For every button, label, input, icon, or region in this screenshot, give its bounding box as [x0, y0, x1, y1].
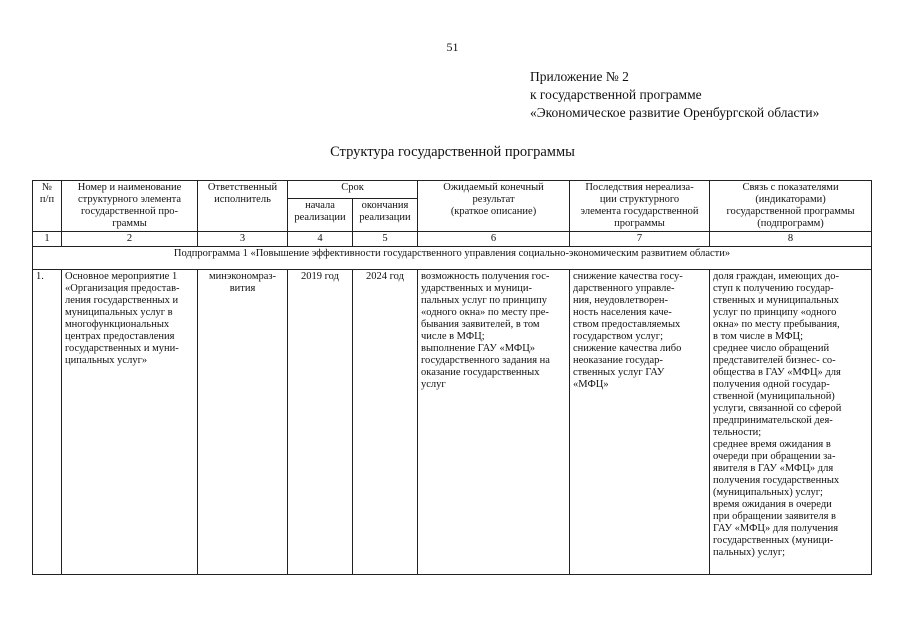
table-row [33, 270, 872, 575]
cell-end: 2024 год [353, 270, 418, 575]
appendix-line-3: «Экономическое развитие Оренбургской области» [530, 105, 820, 120]
cell-consequences: снижение качества госу- дарственного управле- ния, неудовлетворен- ность населения каче- ством предоставляемых государством услуг; снижение качества либо неоказание государ- ственных услуг ГАУ «МФЦ» [570, 270, 710, 575]
header-result: Ожидаемый конечный результат (краткое описание) [418, 181, 570, 232]
header-num: № п/п [33, 181, 62, 232]
appendix-caption [530, 68, 819, 122]
cell-result: возможность получения гос- ударственных и муници- пальных услуг по принципу «одного окна» по месту пре- бывания заявителей, в том числе в МФЦ; выполнение ГАУ «МФЦ» государственного задания на оказание государственных услуг [418, 270, 570, 575]
column-number: 7 [570, 232, 710, 247]
column-numbers-row [33, 232, 872, 247]
header-link: Связь с показателями (индикаторами) государственной программы (подпрограмм) [710, 181, 872, 232]
subprogram-row [33, 247, 872, 270]
column-number: 3 [198, 232, 288, 247]
column-number: 2 [62, 232, 198, 247]
column-number: 8 [710, 232, 872, 247]
page-number: 51 [446, 40, 459, 54]
appendix-line-1: Приложение № 2 [530, 69, 629, 84]
cell-num: 1. [33, 270, 62, 575]
header-name: Номер и наименование структурного элемента государственной про- граммы [62, 181, 198, 232]
cell-link: доля граждан, имеющих до- ступ к получению государ- ственных и муниципальных услуг по принципу «одного окна» по месту пребывания, в том числе в МФЦ; среднее число обращений представителей бизнес- со- общества в ГАУ «МФЦ» для получения одной государ- ственной (муниципальной) услуги, связанной со сферой предпринимательской дея- тельности; среднее время ожидания в очереди при обращении за- явителя в ГАУ «МФЦ» для получения государственных (муниципальных) услуг; время ожидания в очереди при обращении заявителя в ГАУ «МФЦ» для получения государственных (муници- пальных) услуг; [710, 270, 872, 575]
cell-start: 2019 год [288, 270, 353, 575]
cell-executor: минэкономраз- вития [198, 270, 288, 575]
header-row [33, 181, 872, 199]
header-consequences: Последствия нереализа- ции структурного элемента государственной программы [570, 181, 710, 232]
document-title: Структура государственной программы [330, 144, 575, 160]
column-number: 4 [288, 232, 353, 247]
header-term-start: начала реализации [288, 199, 353, 232]
header-term: Срок [288, 181, 418, 199]
program-structure-table [32, 180, 872, 575]
header-executor: Ответственный исполнитель [198, 181, 288, 232]
column-number: 6 [418, 232, 570, 247]
appendix-line-2: к государственной программе [530, 87, 702, 102]
cell-name: Основное мероприятие 1 «Организация предостав- ления государственных и муниципальных услуг в многофункциональных центрах предоставления государственных и муни- ципальных услуг» [62, 270, 198, 575]
header-term-end: окончания реализации [353, 199, 418, 232]
column-number: 1 [33, 232, 62, 247]
column-number: 5 [353, 232, 418, 247]
subprogram-title: Подпрограмма 1 «Повышение эффективности государственного управления социально-экономическим развитием области» [33, 247, 872, 270]
